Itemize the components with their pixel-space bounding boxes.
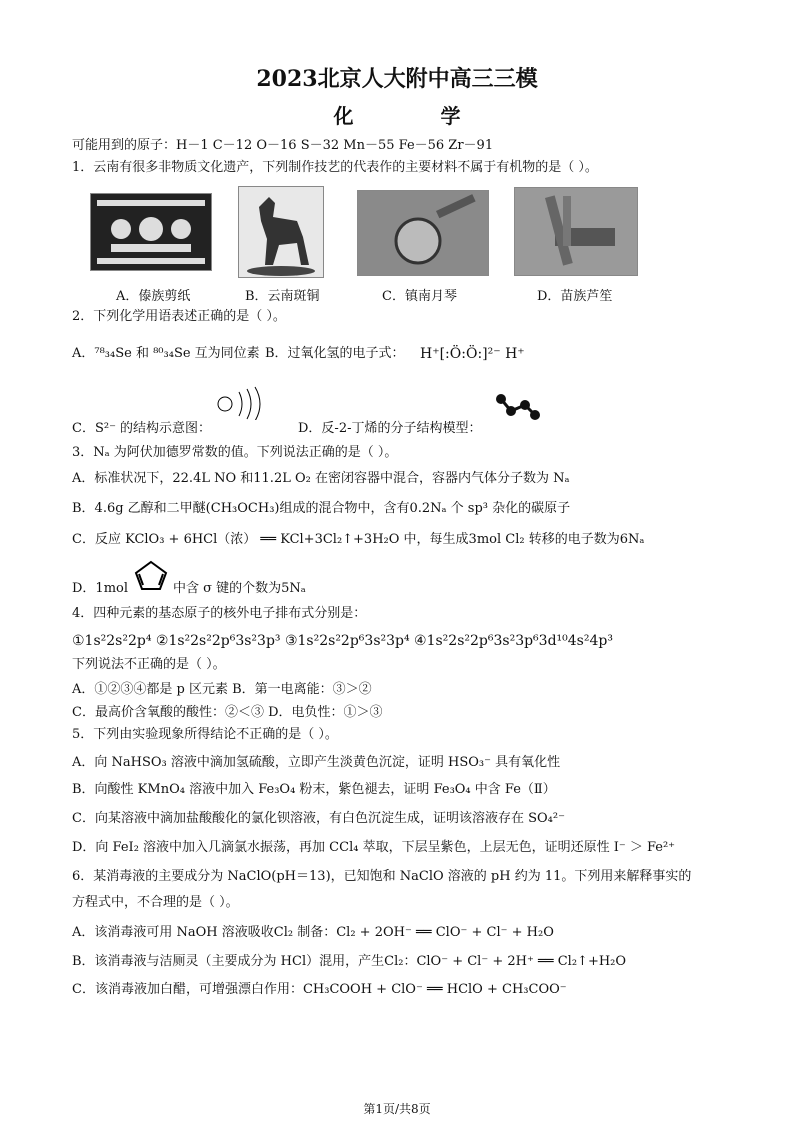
q2-stem: 2．下列化学用语表述正确的是（ ）。 bbox=[72, 309, 286, 324]
cyclopentadiene-ring-icon bbox=[133, 559, 169, 591]
q2-option-b: B．过氧化氢的电子式： bbox=[265, 346, 405, 361]
q4-ask: 下列说法不正确的是（ ）。 bbox=[72, 657, 226, 672]
q1-option-b: B．云南斑铜 bbox=[245, 289, 320, 304]
atomic-masses: 可能用到的原子：H－1 C－12 O－16 S－32 Mn－55 Fe－56 Zr－91 bbox=[72, 138, 494, 153]
q1-option-a: A．傣族剪纸 bbox=[116, 289, 191, 304]
moon-guitar-image bbox=[357, 190, 489, 276]
q5-option-b: B．向酸性 KMnO₄ 溶液中加入 Fe₃O₄ 粉末，紫色褪去，证明 Fe₃O₄ 中含 Fe（Ⅱ） bbox=[72, 782, 556, 797]
q1-option-d: D．苗族芦笙 bbox=[537, 289, 613, 304]
bronze-horse-image bbox=[238, 186, 324, 278]
q3-stem: 3．Nₐ 为阿伏加德罗常数的值。下列说法正确的是（ ）。 bbox=[72, 445, 398, 460]
q5-option-c: C．向某溶液中滴加盐酸酸化的氯化钡溶液，有白色沉淀生成，证明该溶液存在 SO₄²⁻ bbox=[72, 811, 565, 826]
q1-stem: 1．云南有很多非物质文化遗产，下列制作技艺的代表作的主要材料不属于有机物的是（ ）。 bbox=[72, 160, 598, 175]
subject-title: 化 学 bbox=[333, 104, 501, 128]
q6-option-c: C．该消毒液加白醋，可增强漂白作用：CH₃COOH + ClO⁻ ══ HClO + CH₃COO⁻ bbox=[72, 982, 567, 997]
sulfide-ion-shell-diagram bbox=[215, 384, 275, 420]
page-title: 2023北京人大附中高三三模 bbox=[256, 66, 538, 92]
page-footer: 第1页/共8页 bbox=[363, 1102, 431, 1116]
q4-options-ab: A．①②③④都是 p 区元素 B．第一电离能：③＞② bbox=[72, 682, 372, 697]
q1-option-c: C．镇南月琴 bbox=[382, 289, 457, 304]
q5-option-a: A．向 NaHSO₃ 溶液中滴加氢硫酸，立即产生淡黄色沉淀，证明 HSO₃⁻ 具有氧化性 bbox=[72, 755, 561, 770]
q4-options-cd: C．最高价含氧酸的酸性：②＜③ D．电负性：①＞③ bbox=[72, 705, 383, 720]
paper-cut-image bbox=[90, 193, 212, 271]
q4-configurations: ①1s²2s²2p⁴ ②1s²2s²2p⁶3s²3p³ ③1s²2s²2p⁶3s²3p⁴ ④1s²2s²2p⁶3s²3p⁶3d¹⁰4s²4p³ bbox=[72, 633, 613, 649]
lusheng-icon bbox=[515, 188, 637, 275]
q6-option-a: A．该消毒液可用 NaOH 溶液吸收Cl₂ 制备：Cl₂ + 2OH⁻ ══ ClO⁻ + Cl⁻ + H₂O bbox=[72, 925, 554, 940]
q4-stem: 4．四种元素的基态原子的核外电子排布式分别是： bbox=[72, 606, 367, 621]
q6-stem-line2: 方程式中，不合理的是（ ）。 bbox=[72, 895, 239, 910]
q2-option-d: D．反-2-丁烯的分子结构模型： bbox=[298, 421, 482, 436]
lusheng-image bbox=[514, 187, 638, 276]
q2-option-b-formula: H⁺[:Ö:Ö:]²⁻ H⁺ bbox=[420, 346, 525, 362]
q3-option-d-pre: D．1mol bbox=[72, 581, 129, 596]
moon-guitar-icon bbox=[358, 191, 488, 275]
paper-cut-pattern-icon bbox=[91, 194, 211, 270]
q5-option-d: D．向 FeI₂ 溶液中加入几滴氯水振荡，再加 CCl₄ 萃取，下层呈紫色，上层无色，证明还原性 I⁻ ＞ Fe²⁺ bbox=[72, 840, 676, 855]
q3-option-b: B．4.6g 乙醇和二甲醚(CH₃OCH₃)组成的混合物中，含有0.2Nₐ 个 sp³ 杂化的碳原子 bbox=[72, 501, 571, 516]
q6-option-b: B．该消毒液与洁厕灵（主要成分为 HCl）混用，产生Cl₂：ClO⁻ + Cl⁻ + 2H⁺ ══ Cl₂↑+H₂O bbox=[72, 954, 627, 969]
q3-option-c: C．反应 KClO₃ + 6HCl（浓） ══ KCl+3Cl₂↑+3H₂O 中，每生成3mol Cl₂ 转移的电子数为6Nₐ bbox=[72, 532, 645, 547]
q3-option-d-post: 中含 σ 键的个数为5Nₐ bbox=[173, 581, 306, 596]
q2-option-c: C．S²⁻ 的结构示意图： bbox=[72, 421, 212, 436]
horse-icon bbox=[239, 187, 323, 277]
q6-stem-line1: 6．某消毒液的主要成分为 NaClO(pH＝13)，已知饱和 NaClO 溶液的 pH 约为 11。下列用来解释事实的 bbox=[72, 869, 692, 884]
q2-option-a: A．⁷⁸₃₄Se 和 ⁸⁰₃₄Se 互为同位素 bbox=[72, 346, 260, 361]
trans-2-butene-model-icon bbox=[493, 389, 543, 425]
q5-stem: 5．下列由实验现象所得结论不正确的是（ ）。 bbox=[72, 727, 338, 742]
q3-option-a: A．标准状况下，22.4L NO 和11.2L O₂ 在密闭容器中混合，容器内气体分子数为 Nₐ bbox=[72, 471, 570, 486]
